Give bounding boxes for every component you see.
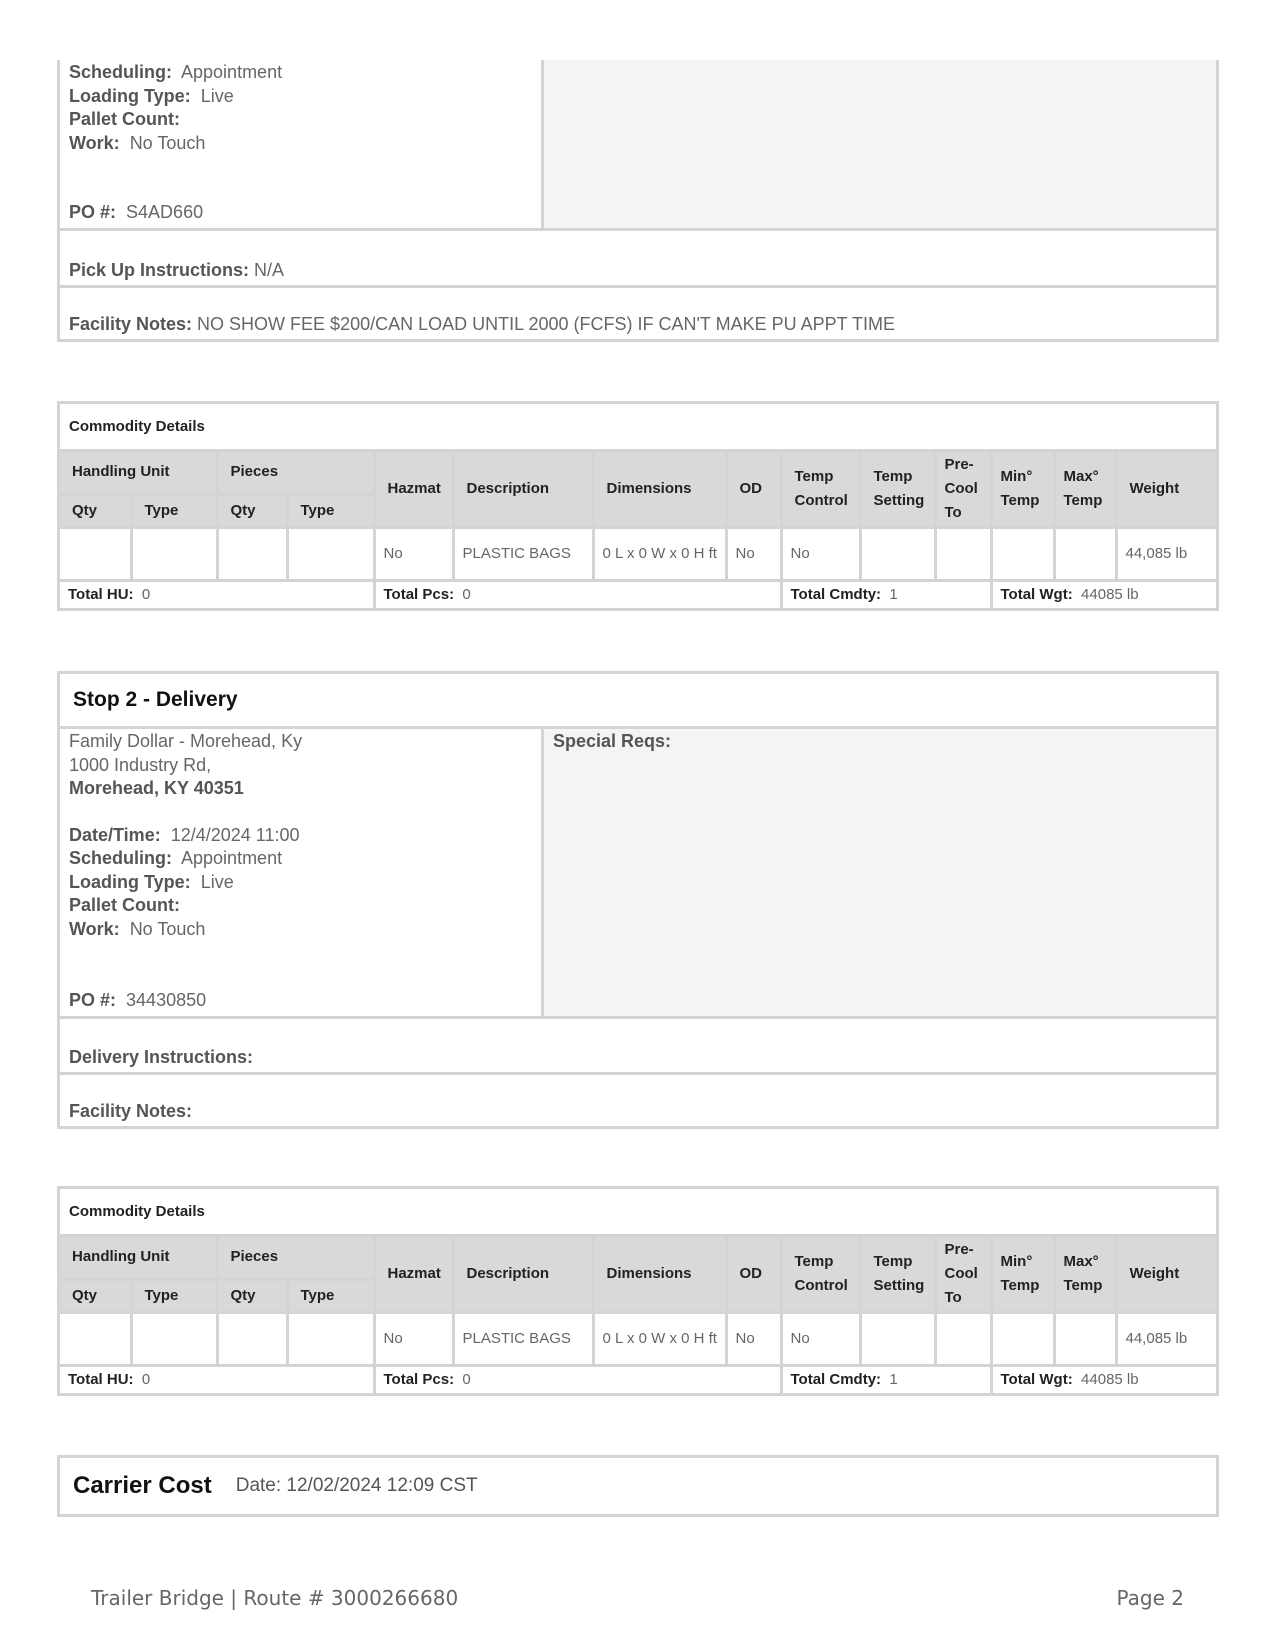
weight-cell: 44,085 lb — [1116, 527, 1216, 580]
min-temp-cell — [991, 527, 1054, 580]
temp-control-header: Temp Control — [781, 450, 860, 527]
stop-1-special-reqs — [544, 60, 1216, 228]
hazmat-header: Hazmat — [374, 450, 453, 527]
pc-type-cell — [287, 527, 374, 580]
total-pcs — [374, 1365, 781, 1393]
max-temp-header: Max° Temp — [1054, 1235, 1116, 1312]
handling-unit-header: Handling Unit — [60, 450, 217, 494]
pickup-instructions-value: N/A — [254, 260, 285, 280]
total-cmdty — [781, 1365, 991, 1393]
pc-type-header: Type — [287, 1279, 374, 1312]
carrier-cost-date: Date: 12/02/2024 12:09 CST — [235, 1475, 478, 1496]
hu-type-header: Type — [131, 494, 217, 527]
pc-qty-cell — [217, 1312, 287, 1365]
weight-header: Weight — [1116, 450, 1216, 527]
total-cmdty — [781, 580, 991, 608]
total-hu-value: 0 — [141, 586, 151, 604]
handling-unit-header: Handling Unit — [60, 1235, 217, 1279]
work-value: No Touch — [129, 132, 206, 153]
pieces-header: Pieces — [217, 1235, 374, 1279]
description-cell: PLASTIC BAGS — [453, 527, 593, 580]
carrier-cost-title: Carrier Cost — [73, 1472, 212, 1499]
hazmat-cell: No — [374, 527, 453, 580]
hu-qty-header: Qty — [60, 1279, 131, 1312]
hu-type-header: Type — [131, 1279, 217, 1312]
datetime-label: Date/Time: — [69, 824, 161, 845]
pc-qty-cell — [217, 527, 287, 580]
od-header: OD — [726, 450, 781, 527]
od-header: OD — [726, 1235, 781, 1312]
temp-control-header: Temp Control — [781, 1235, 860, 1312]
temp-control-cell: No — [781, 1312, 860, 1365]
stop-2-special-reqs — [544, 729, 1216, 1016]
total-pcs-label: Total Pcs: — [383, 586, 455, 604]
temp-setting-cell — [860, 1312, 935, 1365]
weight-header: Weight — [1116, 1235, 1216, 1312]
description-header: Description — [453, 1235, 593, 1312]
commodity-details-title: Commodity Details — [60, 404, 1216, 450]
total-cmdty-value: 1 — [889, 586, 898, 604]
temp-setting-header: Temp Setting — [860, 1235, 935, 1312]
pc-type-header: Type — [287, 494, 374, 527]
totals-row — [60, 1365, 1216, 1393]
delivery-instructions-row — [60, 1019, 1216, 1072]
stop-2-address: 1000 Industry Rd, — [69, 754, 212, 775]
total-wgt-value: 44085 lb — [1081, 586, 1139, 604]
footer-page-number: Page 2 — [1116, 1586, 1184, 1610]
pallet-count-label: Pallet Count: — [69, 109, 180, 129]
total-cmdty-label: Total Cmdty: — [790, 1371, 882, 1389]
dimensions-header: Dimensions — [593, 1235, 726, 1312]
weight-cell: 44,085 lb — [1116, 1312, 1216, 1365]
datetime-value: 12/4/2024 11:00 — [170, 824, 300, 845]
facility-notes-label: Facility Notes: — [69, 314, 193, 334]
scheduling-value: Appointment — [181, 848, 283, 868]
po-value: S4AD660 — [126, 202, 204, 222]
total-wgt-value: 44085 lb — [1081, 1371, 1139, 1389]
delivery-instructions-label: Delivery Instructions: — [69, 1047, 254, 1067]
commodity-details-2 — [57, 1186, 1219, 1396]
pre-cool-cell — [935, 1312, 991, 1365]
dimensions-cell: 0 L x 0 W x 0 H ft — [593, 1312, 726, 1365]
temp-setting-header: Temp Setting — [860, 450, 935, 527]
total-hu — [60, 1365, 374, 1393]
pickup-instructions-row — [60, 231, 1216, 285]
commodity-table-1 — [60, 404, 1216, 608]
total-pcs — [374, 580, 781, 608]
stop-2-columns — [60, 729, 1216, 1019]
commodity-table-2 — [60, 1189, 1216, 1393]
pre-cool-cell — [935, 527, 991, 580]
carrier-cost — [57, 1455, 1219, 1517]
total-wgt-label: Total Wgt: — [1000, 586, 1073, 604]
hu-qty-header: Qty — [60, 494, 131, 527]
loading-type-label: Loading Type: — [69, 871, 191, 892]
commodity-details-title: Commodity Details — [60, 1189, 1216, 1235]
od-cell: No — [726, 527, 781, 580]
hu-qty-cell — [60, 527, 131, 580]
max-temp-cell — [1054, 527, 1116, 580]
stop-2-city-state-zip: Morehead, KY 40351 — [69, 778, 244, 798]
work-label: Work: — [69, 132, 120, 153]
work-value: No Touch — [129, 918, 206, 939]
work-label: Work: — [69, 918, 120, 939]
total-wgt — [991, 1365, 1216, 1393]
dimensions-cell: 0 L x 0 W x 0 H ft — [593, 527, 726, 580]
total-pcs-value: 0 — [462, 1371, 471, 1389]
od-cell: No — [726, 1312, 781, 1365]
stop-2-name: Family Dollar - Morehead, Ky — [69, 731, 303, 751]
table-row — [60, 527, 1216, 580]
table-row — [60, 1312, 1216, 1365]
po-value: 34430850 — [126, 990, 207, 1010]
pc-qty-header: Qty — [217, 494, 287, 527]
total-pcs-label: Total Pcs: — [383, 1371, 455, 1389]
stop-2-facility-notes-row — [60, 1072, 1216, 1126]
pre-cool-header: Pre-Cool To — [935, 1235, 991, 1312]
footer-route: Trailer Bridge | Route # 3000266680 — [91, 1586, 459, 1610]
commodity-details-1 — [57, 401, 1219, 611]
scheduling-label: Scheduling: — [69, 62, 172, 82]
loading-type-value: Live — [200, 871, 234, 892]
total-hu-label: Total HU: — [68, 586, 134, 604]
total-hu-label: Total HU: — [68, 1371, 134, 1389]
facility-notes-label: Facility Notes: — [69, 1101, 193, 1121]
stop-1-continued — [57, 60, 1219, 342]
special-reqs-label: Special Reqs: — [553, 731, 672, 751]
pickup-instructions-label: Pick Up Instructions: — [69, 260, 250, 280]
total-wgt — [991, 580, 1216, 608]
min-temp-cell — [991, 1312, 1054, 1365]
description-header: Description — [453, 450, 593, 527]
facility-notes-value: NO SHOW FEE $200/CAN LOAD UNTIL 2000 (FCFS) IF CAN'T MAKE PU APPT TIME — [197, 314, 895, 334]
hu-qty-cell — [60, 1312, 131, 1365]
temp-setting-cell — [860, 527, 935, 580]
min-temp-header: Min° Temp — [991, 450, 1054, 527]
pc-type-cell — [287, 1312, 374, 1365]
stop-1-columns — [60, 60, 1216, 231]
stop-1-details — [60, 60, 544, 228]
dimensions-header: Dimensions — [593, 450, 726, 527]
stop-1-facility-notes-row — [60, 285, 1216, 339]
total-hu-value: 0 — [141, 1371, 151, 1389]
hazmat-header: Hazmat — [374, 1235, 453, 1312]
po-label: PO #: — [69, 202, 117, 222]
temp-control-cell: No — [781, 527, 860, 580]
max-temp-header: Max° Temp — [1054, 450, 1116, 527]
pieces-header: Pieces — [217, 450, 374, 494]
loading-type-label: Loading Type: — [69, 85, 191, 106]
min-temp-header: Min° Temp — [991, 1235, 1054, 1312]
hu-type-cell — [131, 1312, 217, 1365]
loading-type-value: Live — [200, 85, 234, 106]
pre-cool-header: Pre-Cool To — [935, 450, 991, 527]
stop-2-delivery — [57, 671, 1219, 1129]
totals-row — [60, 580, 1216, 608]
total-hu — [60, 580, 374, 608]
stop-2-title: Stop 2 - Delivery — [60, 674, 1216, 729]
total-cmdty-label: Total Cmdty: — [790, 586, 882, 604]
total-pcs-value: 0 — [462, 586, 471, 604]
po-label: PO #: — [69, 990, 117, 1010]
hu-type-cell — [131, 527, 217, 580]
total-cmdty-value: 1 — [889, 1371, 898, 1389]
description-cell: PLASTIC BAGS — [453, 1312, 593, 1365]
total-wgt-label: Total Wgt: — [1000, 1371, 1073, 1389]
scheduling-value: Appointment — [181, 62, 283, 82]
pallet-count-label: Pallet Count: — [69, 895, 180, 915]
hazmat-cell: No — [374, 1312, 453, 1365]
stop-2-details — [60, 729, 544, 1016]
pc-qty-header: Qty — [217, 1279, 287, 1312]
scheduling-label: Scheduling: — [69, 848, 172, 868]
max-temp-cell — [1054, 1312, 1116, 1365]
